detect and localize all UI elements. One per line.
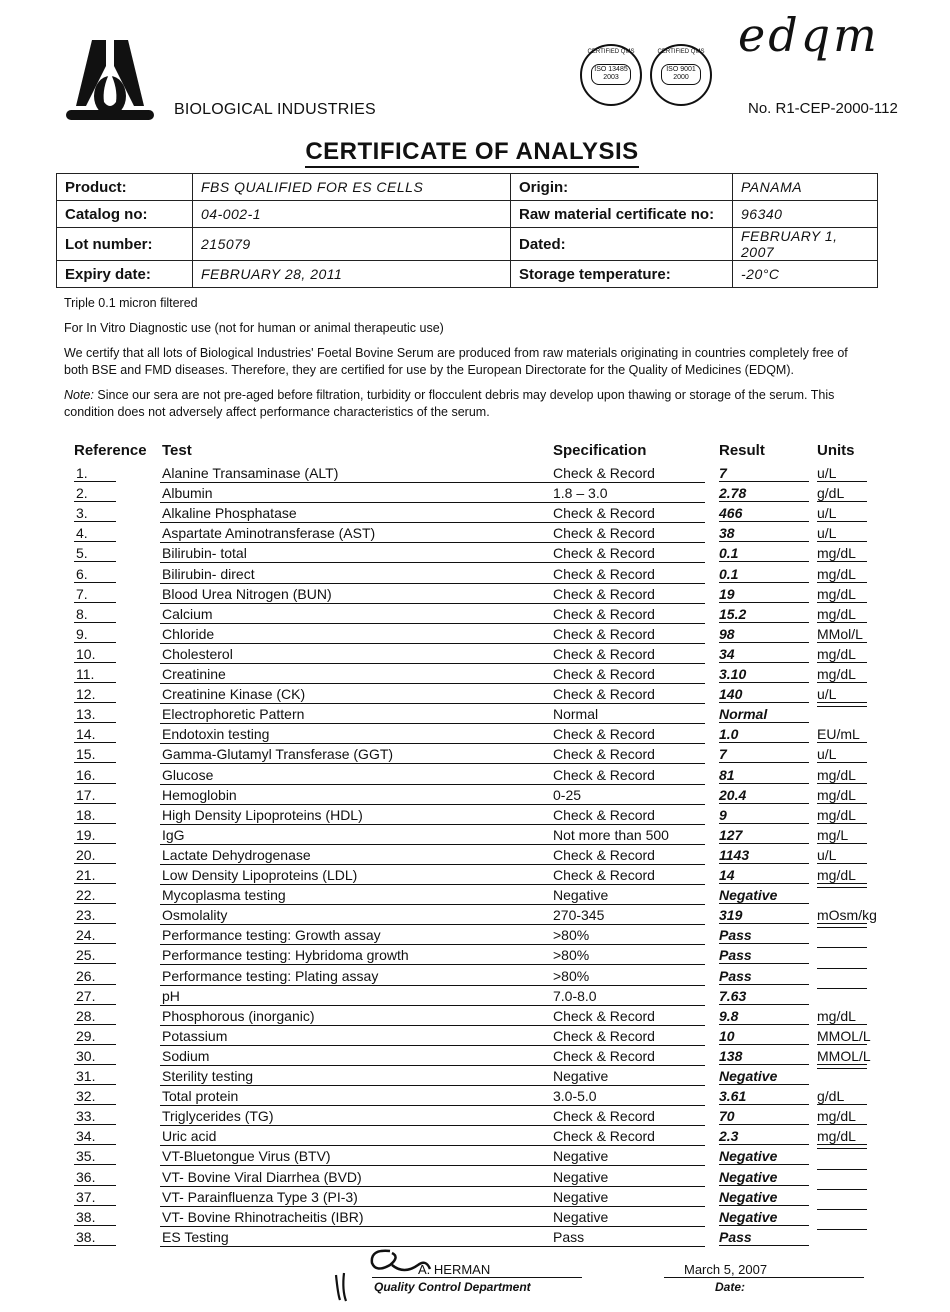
units-cell: mg/dL (817, 566, 867, 583)
units-cell: u/L (817, 847, 867, 864)
units-cell (817, 988, 867, 989)
reference-cell: 13. (74, 706, 116, 723)
specification-cell: Pass (553, 1228, 585, 1245)
reference-cell: 5. (74, 545, 116, 562)
specification-cell: >80% (553, 927, 590, 944)
lot-label: Lot number: (57, 228, 193, 261)
seal-standard: ISO 9001 (666, 66, 696, 73)
units-cell: mg/dL (817, 1008, 867, 1025)
result-cell: 127 (719, 827, 809, 844)
specification-cell: 7.0-8.0 (553, 987, 597, 1004)
storage-label: Storage temperature: (511, 261, 733, 288)
units-cell: mg/dL (817, 646, 867, 663)
reference-cell: 31. (74, 1068, 116, 1085)
raw-cert-label: Raw material certificate no: (511, 201, 733, 228)
units-cell: MMOL/L (817, 1027, 871, 1044)
specification-cell: Negative (553, 1148, 609, 1165)
test-cell: ES Testing (162, 1228, 229, 1245)
result-cell: 3.61 (719, 1088, 809, 1105)
result-cell: Negative (719, 887, 809, 904)
test-cell: Potassium (162, 1027, 228, 1044)
reference-cell: 26. (74, 968, 116, 985)
test-cell: Performance testing: Plating assay (162, 967, 379, 984)
reference-cell: 17. (74, 787, 116, 804)
certification-statement: We certify that all lots of Biological Industries' Foetal Bovine Serum are produced from raw materials originating in countries completely free of both BSE and FMD diseases. Therefore, they are certified for use by the European Directorate for the Quality of Medicines (EDQM). (64, 346, 848, 377)
storage-value: -20°C (733, 261, 878, 288)
result-cell: 15.2 (719, 606, 809, 623)
specification-cell: 3.0-5.0 (553, 1088, 597, 1105)
units-cell: mg/dL (817, 545, 867, 562)
result-cell: 9.8 (719, 1008, 809, 1025)
table-row (0, 684, 950, 704)
reference-cell: 1. (74, 465, 116, 482)
iso-seal-9001 (650, 44, 712, 106)
table-row (0, 523, 950, 543)
lot-value: 215079 (193, 228, 511, 261)
test-cell: VT-Bluetongue Virus (BTV) (162, 1148, 331, 1165)
table-row (0, 865, 950, 885)
table-row (0, 825, 950, 845)
units-cell: u/L (817, 746, 867, 763)
table-row (0, 503, 950, 523)
result-cell: 20.4 (719, 787, 809, 804)
table-row (0, 584, 950, 604)
result-cell: 34 (719, 646, 809, 663)
company-name: BIOLOGICAL INDUSTRIES (174, 101, 376, 118)
signature-date: March 5, 2007 (684, 1262, 768, 1277)
company-logo (62, 36, 158, 122)
units-cell (817, 1189, 867, 1190)
units-cell: mg/L (817, 827, 867, 844)
result-cell: 10 (719, 1028, 809, 1045)
specification-cell: Check & Record (553, 545, 655, 562)
specification-cell: Negative (553, 1068, 609, 1084)
units-cell: mg/dL (817, 606, 867, 623)
reference-cell: 33. (74, 1108, 116, 1125)
result-cell: 2.78 (719, 485, 809, 502)
department-label: Quality Control Department (374, 1280, 531, 1294)
result-cell: Pass (719, 1229, 809, 1246)
units-cell: mg/dL (817, 867, 867, 884)
reference-cell: 23. (74, 907, 116, 924)
table-row (0, 704, 950, 724)
reference-cell: 7. (74, 586, 116, 603)
test-cell: Albumin (162, 485, 213, 502)
result-cell: 19 (719, 586, 809, 603)
result-cell: Negative (719, 1209, 809, 1226)
units-cell (817, 1209, 867, 1210)
units-cell (817, 887, 867, 888)
specification-cell: Check & Record (553, 645, 655, 662)
specification-cell: 270-345 (553, 907, 605, 924)
specification-cell: Normal (553, 706, 599, 723)
units-cell: u/L (817, 525, 867, 542)
product-info-table (56, 173, 878, 288)
table-row (0, 664, 950, 684)
table-row (0, 1187, 950, 1207)
reference-cell: 15. (74, 746, 116, 763)
table-row (0, 805, 950, 825)
test-cell: Performance testing: Hybridoma growth (162, 947, 409, 964)
specification-cell: 0-25 (553, 786, 582, 803)
seal-year: 2000 (673, 74, 689, 81)
table-row (0, 463, 950, 483)
table-row (0, 1167, 950, 1187)
reference-cell: 9. (74, 626, 116, 643)
result-cell: 38 (719, 525, 809, 542)
table-row (0, 845, 950, 865)
units-cell (817, 1169, 867, 1170)
test-cell: Phosphorous (inorganic) (162, 1007, 315, 1024)
reference-cell: 14. (74, 726, 116, 743)
table-row (0, 744, 950, 764)
specification-cell: Negative (553, 887, 609, 904)
table-row (0, 885, 950, 905)
table-row (0, 1086, 950, 1106)
note-label: Note: (64, 388, 94, 402)
result-cell: 0.1 (719, 566, 809, 583)
test-cell: IgG (162, 826, 185, 843)
result-cell: Pass (719, 927, 809, 944)
header-specification: Specification (553, 442, 647, 459)
specification-cell: Check & Record (553, 867, 655, 883)
units-cell (817, 1148, 867, 1149)
test-cell: pH (162, 987, 180, 1004)
table-row (0, 765, 950, 785)
test-cell: Bilirubin- direct (162, 565, 255, 582)
result-cell: 7 (719, 746, 809, 763)
specification-cell: >80% (553, 967, 590, 984)
units-cell: mg/dL (817, 1108, 867, 1125)
units-cell: MMOL/L (817, 1047, 871, 1064)
table-row (0, 1026, 950, 1046)
specification-cell: Check & Record (553, 465, 655, 481)
reference-cell: 24. (74, 927, 116, 944)
reference-cell: 18. (74, 807, 116, 824)
test-cell: Calcium (162, 605, 213, 622)
test-cell: Low Density Lipoproteins (LDL) (162, 867, 358, 883)
units-cell: u/L (817, 505, 867, 522)
reference-cell: 30. (74, 1048, 116, 1065)
signature-line (372, 1277, 582, 1278)
result-cell: 2.3 (719, 1128, 809, 1145)
result-cell: Negative (719, 1189, 809, 1206)
units-cell: MMol/L (817, 626, 867, 643)
test-cell: Osmolality (162, 907, 228, 924)
table-row (0, 624, 950, 644)
serum-note (64, 387, 874, 421)
specification-cell: Check & Record (553, 666, 655, 682)
test-cell: Blood Urea Nitrogen (BUN) (162, 585, 332, 602)
origin-value: PANAMA (733, 174, 878, 201)
test-cell: Triglycerides (TG) (162, 1108, 274, 1125)
units-cell: mg/dL (817, 586, 867, 603)
table-row (0, 1227, 950, 1247)
specification-cell: >80% (553, 947, 590, 964)
reference-cell: 6. (74, 566, 116, 583)
reference-cell: 20. (74, 847, 116, 864)
result-cell: 138 (719, 1048, 809, 1065)
reference-cell: 21. (74, 867, 116, 884)
specification-cell: Check & Record (553, 565, 655, 582)
table-row (0, 1046, 950, 1066)
table-row (0, 1207, 950, 1227)
test-cell: Electrophoretic Pattern (162, 706, 305, 723)
specification-cell: Negative (553, 1208, 609, 1225)
reference-cell: 3. (74, 505, 116, 522)
specification-cell: Check & Record (553, 525, 655, 542)
table-row (0, 945, 950, 965)
expiry-label: Expiry date: (57, 261, 193, 288)
table-row (0, 483, 950, 503)
test-cell: High Density Lipoproteins (HDL) (162, 806, 363, 823)
result-cell: Pass (719, 968, 809, 985)
table-row (0, 925, 950, 945)
test-cell: Mycoplasma testing (162, 887, 286, 904)
result-cell: 140 (719, 686, 809, 703)
certificate-number: No. R1-CEP-2000-112 (748, 100, 898, 117)
raw-cert-value: 96340 (733, 201, 878, 228)
table-row (0, 1126, 950, 1146)
specification-cell: Check & Record (553, 625, 655, 642)
specification-cell: Check & Record (553, 686, 655, 703)
dated-label: Dated: (511, 228, 733, 261)
result-cell: 81 (719, 767, 809, 784)
signer-name: A. HERMAN (418, 1262, 491, 1277)
units-cell: mg/dL (817, 807, 867, 824)
dated-value: FEBRUARY 1, 2007 (733, 228, 878, 261)
specification-cell: Check & Record (553, 1108, 655, 1125)
specification-cell: Not more than 500 (553, 826, 669, 843)
reference-cell: 12. (74, 686, 116, 703)
specification-cell: Check & Record (553, 605, 655, 622)
units-cell (817, 947, 867, 948)
result-cell: 70 (719, 1108, 809, 1125)
test-cell: Gamma-Glutamyl Transferase (GGT) (162, 746, 394, 763)
table-row (0, 564, 950, 584)
test-cell: VT- Bovine Rhinotracheitis (IBR) (162, 1208, 364, 1225)
table-row (0, 966, 950, 986)
test-cell: Performance testing: Growth assay (162, 927, 381, 944)
date-line (664, 1277, 864, 1278)
test-cell: Creatinine Kinase (CK) (162, 686, 306, 703)
units-cell: mg/dL (817, 767, 867, 784)
result-cell: 0.1 (719, 545, 809, 562)
specification-cell: Negative (553, 1168, 609, 1185)
result-cell: 7.63 (719, 988, 809, 1005)
result-cell: Negative (719, 1068, 809, 1085)
test-cell: Creatinine (162, 666, 226, 682)
test-cell: Glucose (162, 766, 214, 783)
filtered-note: Triple 0.1 micron filtered (64, 296, 198, 310)
specification-cell: Check & Record (553, 1047, 655, 1064)
test-cell: Cholesterol (162, 645, 233, 662)
specification-cell: Check & Record (553, 846, 655, 863)
reference-cell: 38. (74, 1209, 116, 1226)
result-cell: 319 (719, 907, 809, 924)
result-cell: Negative (719, 1169, 809, 1186)
units-cell: g/dL (817, 1088, 867, 1105)
result-cell: 1.0 (719, 726, 809, 743)
test-cell: Chloride (162, 625, 215, 642)
units-cell: EU/mL (817, 726, 867, 743)
reference-cell: 29. (74, 1028, 116, 1045)
reference-cell: 11. (74, 666, 116, 683)
product-value: FBS QUALIFIED FOR ES CELLS (193, 174, 511, 201)
reference-cell: 4. (74, 525, 116, 542)
result-cell: 466 (719, 505, 809, 522)
header-reference: Reference (74, 442, 147, 459)
test-cell: Sodium (162, 1047, 210, 1064)
result-cell: 7 (719, 465, 809, 482)
test-cell: VT- Parainfluenza Type 3 (PI-3) (162, 1188, 358, 1205)
result-cell: 14 (719, 867, 809, 884)
units-cell: mg/dL (817, 787, 867, 804)
test-cell: Endotoxin testing (162, 726, 270, 743)
reference-cell: 22. (74, 887, 116, 904)
test-cell: Sterility testing (162, 1068, 254, 1084)
specification-cell: Negative (553, 1188, 609, 1205)
table-row (0, 724, 950, 744)
specification-cell: Check & Record (553, 1128, 655, 1145)
specification-cell: Check & Record (553, 1027, 655, 1044)
test-cell: Total protein (162, 1088, 239, 1105)
reference-cell: 35. (74, 1148, 116, 1165)
units-cell: mOsm/kg (817, 907, 877, 924)
test-cell: Hemoglobin (162, 786, 237, 803)
units-cell (817, 968, 867, 969)
specification-cell: Check & Record (553, 806, 655, 823)
result-cell: 1143 (719, 847, 809, 864)
product-label: Product: (57, 174, 193, 201)
table-row (0, 1106, 950, 1126)
edqm-logo: edqm (738, 8, 880, 62)
result-cell: 9 (719, 807, 809, 824)
header-units: Units (817, 442, 855, 459)
iso-seal-13485 (580, 44, 642, 106)
reference-cell: 8. (74, 606, 116, 623)
reference-cell: 38. (74, 1229, 116, 1246)
units-cell (817, 706, 867, 707)
test-cell: Aspartate Aminotransferase (AST) (162, 525, 376, 542)
seal-ring-text: CERTIFIED QMS (657, 49, 705, 55)
units-cell (817, 1229, 867, 1230)
result-cell: Pass (719, 947, 809, 964)
seal-standard: ISO 13485 (594, 66, 628, 73)
reference-cell: 28. (74, 1008, 116, 1025)
seal-ring-text: CERTIFIED QMS (587, 49, 635, 55)
header-result: Result (719, 442, 765, 459)
catalog-label: Catalog no: (57, 201, 193, 228)
title-text: CERTIFICATE OF ANALYSIS (305, 138, 638, 168)
units-cell: mg/dL (817, 1128, 867, 1145)
reference-cell: 36. (74, 1169, 116, 1186)
table-row (0, 1006, 950, 1026)
test-cell: VT- Bovine Viral Diarrhea (BVD) (162, 1168, 362, 1185)
units-cell (817, 927, 867, 928)
reference-cell: 10. (74, 646, 116, 663)
reference-cell: 27. (74, 988, 116, 1005)
units-cell (817, 1068, 867, 1069)
test-cell: Bilirubin- total (162, 545, 247, 562)
note-text: Since our sera are not pre-aged before filtration, turbidity or flocculent debris may develop upon thawing or storage of the serum. This condition does not adversely affect performance characteristics of the serum. (64, 388, 835, 419)
table-row (0, 644, 950, 664)
reference-cell: 19. (74, 827, 116, 844)
test-cell: Alanine Transaminase (ALT) (162, 465, 339, 481)
specification-cell: 1.8 – 3.0 (553, 485, 608, 502)
origin-label: Origin: (511, 174, 733, 201)
page-title (0, 138, 944, 166)
reference-cell: 25. (74, 947, 116, 964)
expiry-value: FEBRUARY 28, 2011 (193, 261, 511, 288)
specification-cell: Check & Record (553, 726, 655, 743)
specification-cell: Check & Record (553, 505, 655, 522)
specification-cell: Check & Record (553, 585, 655, 602)
catalog-value: 04-002-1 (193, 201, 511, 228)
reference-cell: 37. (74, 1189, 116, 1206)
units-cell: u/L (817, 465, 867, 482)
reference-cell: 2. (74, 485, 116, 502)
test-cell: Alkaline Phosphatase (162, 505, 297, 522)
table-row (0, 1066, 950, 1086)
table-row (0, 543, 950, 563)
header-test: Test (162, 442, 192, 459)
reference-cell: 16. (74, 767, 116, 784)
result-cell: Normal (719, 706, 809, 723)
units-cell: g/dL (817, 485, 867, 502)
specification-cell: Check & Record (553, 1007, 655, 1024)
result-cell: 3.10 (719, 666, 809, 683)
table-row (0, 986, 950, 1006)
date-label: Date: (715, 1280, 746, 1294)
table-row (0, 905, 950, 925)
table-row (0, 604, 950, 624)
reference-cell: 34. (74, 1128, 116, 1145)
diagnostic-use-note: For In Vitro Diagnostic use (not for human or animal therapeutic use) (64, 321, 444, 335)
result-cell: Negative (719, 1148, 809, 1165)
specification-cell: Check & Record (553, 746, 655, 763)
seal-year: 2003 (603, 74, 619, 81)
units-cell: u/L (817, 686, 867, 703)
table-row (0, 785, 950, 805)
reference-cell: 32. (74, 1088, 116, 1105)
result-cell: 98 (719, 626, 809, 643)
table-row (0, 1146, 950, 1166)
specification-cell: Check & Record (553, 766, 655, 783)
test-cell: Uric acid (162, 1128, 217, 1145)
test-cell: Lactate Dehydrogenase (162, 846, 311, 863)
units-cell: mg/dL (817, 666, 867, 683)
